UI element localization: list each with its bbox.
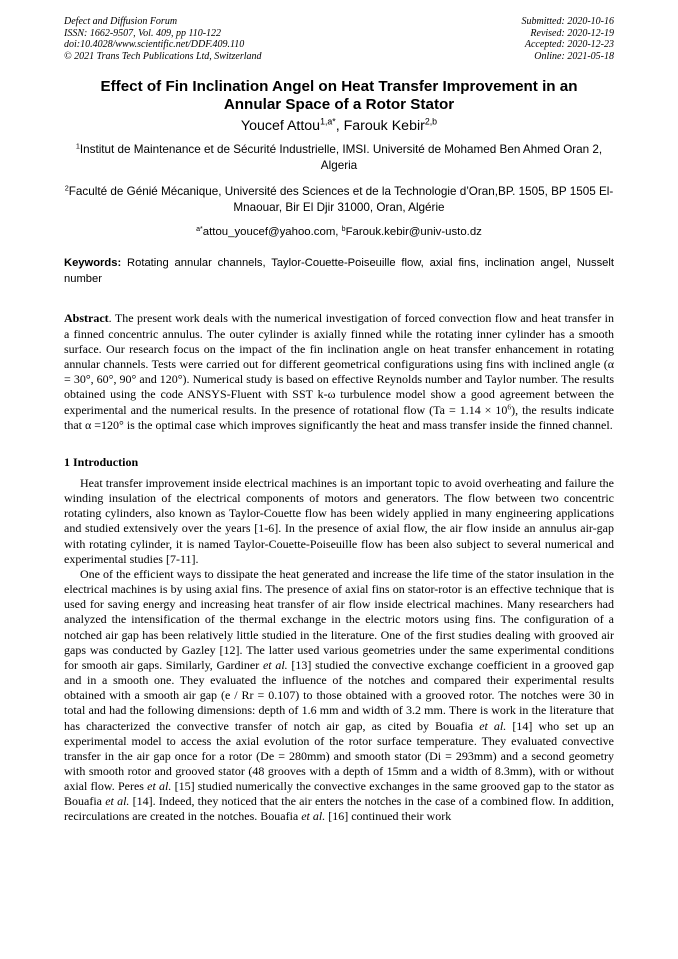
p2-etal-2: et al. bbox=[479, 718, 507, 733]
author-separator: , bbox=[335, 118, 344, 135]
email-2[interactable]: Farouk.kebir@univ-usto.dz bbox=[345, 226, 482, 239]
authors bbox=[64, 118, 614, 134]
dates-info bbox=[522, 16, 615, 62]
affiliation-2 bbox=[64, 184, 614, 215]
doi: doi:10.4028/www.scientific.net/DDF.409.110 bbox=[64, 39, 245, 51]
p2-etal-3: et al. bbox=[147, 779, 172, 794]
author-2: Farouk Kebir bbox=[343, 118, 425, 135]
abstract-text-2: ), the results indicate that α =120° is the optimal case which improves significantly the heat and mass transfer inside the finned channel. bbox=[64, 402, 614, 432]
author-1: Youcef Attou bbox=[240, 118, 321, 135]
affiliation-2-sup: 2 bbox=[64, 184, 69, 194]
p2-etal-1: et al. bbox=[262, 657, 288, 672]
abstract-text-1: . The present work deals with the numerical investigation of forced convection flow and heat transfer in a finned concentric annulus. The outer cylinder is axially finned while the rotating inner cylinder has a smooth surface. Our research focus on the impact of the fin inclination angle on heat transfer enhancement in rotating annular channels. Tests were carried out for different geometrical configurations using fins with inclined angle (α = 30°, 60°, 90° and 120°). Numerical study is based on effective Reynolds number and Taylor number. The results obtained using the code ANSYS-Fluent with SST k-ω turbulence model show a good agreement between the experimental and the numerical results. In the presence of rotational flow (Ta = 1.14 × 10 bbox=[64, 311, 614, 417]
header-meta bbox=[64, 16, 614, 62]
p2-text-d: [15] studied numerically the convective exchanges in the same grooved gap to the stator as Bouafia bbox=[64, 779, 614, 809]
p2-text-a: One of the efficient ways to dissipate the heat generated and increase the life time of the stator insulation in the electrical machines is by using axial fins. The presence of axial fins on stator-rotor is an effective technique that is used for saving energy and increasing heat transfer of air flow inside electrical machines. Many researchers had analyzed the intensification of the thermal exchange in the electric motors using fins. The configuration of a notched air gap has been relatively little studied in the literature. One of the first studies dealing with grooved air gaps was conducted by Gazley [12]. The latter used various geometries under the same experimental conditions for smooth air gaps. Similarly, Gardiner bbox=[64, 566, 614, 672]
keywords-text: Rotating annular channels, Taylor-Couette-Poiseuille flow, axial fins, inclination angel, Nusselt number bbox=[64, 257, 614, 285]
abstract bbox=[64, 311, 614, 433]
affiliation-2-text: Faculté de Génié Mécanique, Université des Sciences et de la Technologie d’Oran,BP. 1505, BP 1505 El- Mnaouar, Bir El Djir 31000, Oran, Algérie bbox=[68, 185, 614, 214]
p2-text-c: [14] who set up an experimental model to access the axial evolution of the rotor surface temperature. They evaluated convective transfer in the air gap once for a rotor (De = 280mm) and smooth stator (Di = 293mm) and a second geometry with smooth rotor and grooved stator (48 grooves with a depth of 15mm and a width of 8.3mm), with or without axial flow. Peres bbox=[64, 718, 614, 794]
author-2-sup: 2,b bbox=[424, 117, 438, 128]
p2-text-e: [14]. Indeed, they noticed that the air enters the notches in the case of a combined flow. In addition, recirculations are created in the notches. Bouafia bbox=[64, 794, 614, 824]
affiliation-1-sup: 1 bbox=[75, 142, 80, 152]
email-1[interactable]: attou_youcef@yahoo.com, bbox=[202, 226, 342, 239]
email-2-sup: b bbox=[341, 226, 346, 234]
p2-etal-5: et al. bbox=[301, 809, 326, 824]
affiliation-1 bbox=[64, 142, 614, 173]
intro-paragraph-1: Heat transfer improvement inside electrical machines is an important topic to avoid overheating and failure the winding insulation of the electrical components of motors and generators. The flow between two concentric rotating cylinders, also known as Taylor-Couette flow has been widely applied in many engineering applications and studied extensively over the years [1-6]. In the presence of axial flow, the air flow inside an annulus air-gap with rotating cylinder, it is named Taylor-Couette-Poiseuille flow has been also subject to several numerical and experimental studies [7-11]. bbox=[64, 476, 614, 566]
journal-info bbox=[64, 16, 262, 62]
paper-title: Effect of Fin Inclination Angel on Heat Transfer Improvement in an Annular Space of a Rotor Stator bbox=[100, 78, 578, 114]
submitted-date: Submitted: 2020-10-16 bbox=[521, 16, 614, 27]
p2-text-f: [16] continued their work bbox=[325, 809, 452, 824]
p2-etal-4: et al. bbox=[105, 794, 130, 809]
intro-paragraph-2 bbox=[64, 567, 614, 825]
abstract-label: Abstract bbox=[64, 311, 109, 326]
p2-text-b: [13] studied the convective exchange coefficient in a grooved gap and in a smooth one. They evaluated the influence of the notches and compared their experimental results obtained with a smooth air gap (e / Rr = 0.107) to those obtained with a grooved rotor. The notches were 30 in total and had the following dimensions: depth of 1.6 mm and width of 3.2 mm. There is work in the literature that has characterized the convective transfer of notch air gap, as cited by Bouafia bbox=[64, 657, 615, 733]
abstract-exponent: 6 bbox=[507, 402, 512, 412]
keywords bbox=[64, 256, 614, 287]
copyright: © 2021 Trans Tech Publications Ltd, Switzerland bbox=[64, 50, 262, 62]
accepted-date: Accepted: 2020-12-23 bbox=[524, 39, 614, 51]
online-date: Online: 2021-05-18 bbox=[534, 50, 614, 62]
section-heading-introduction: 1 Introduction bbox=[64, 455, 139, 469]
email-1-sup: a* bbox=[196, 226, 203, 234]
revised-date: Revised: 2020-12-19 bbox=[530, 27, 614, 39]
issn: ISSN: 1662-9507, Vol. 409, pp 110-122 bbox=[64, 27, 222, 39]
keywords-label: Keywords: bbox=[64, 257, 122, 270]
emails bbox=[64, 226, 614, 238]
affiliation-1-text: Institut de Maintenance et de Sécurité Industrielle, IMSI. Université de Mohamed Ben Ahmed Oran 2, Algeria bbox=[79, 143, 603, 172]
author-1-sup: 1,a* bbox=[320, 117, 336, 128]
journal-name: Defect and Diffusion Forum bbox=[64, 16, 178, 27]
